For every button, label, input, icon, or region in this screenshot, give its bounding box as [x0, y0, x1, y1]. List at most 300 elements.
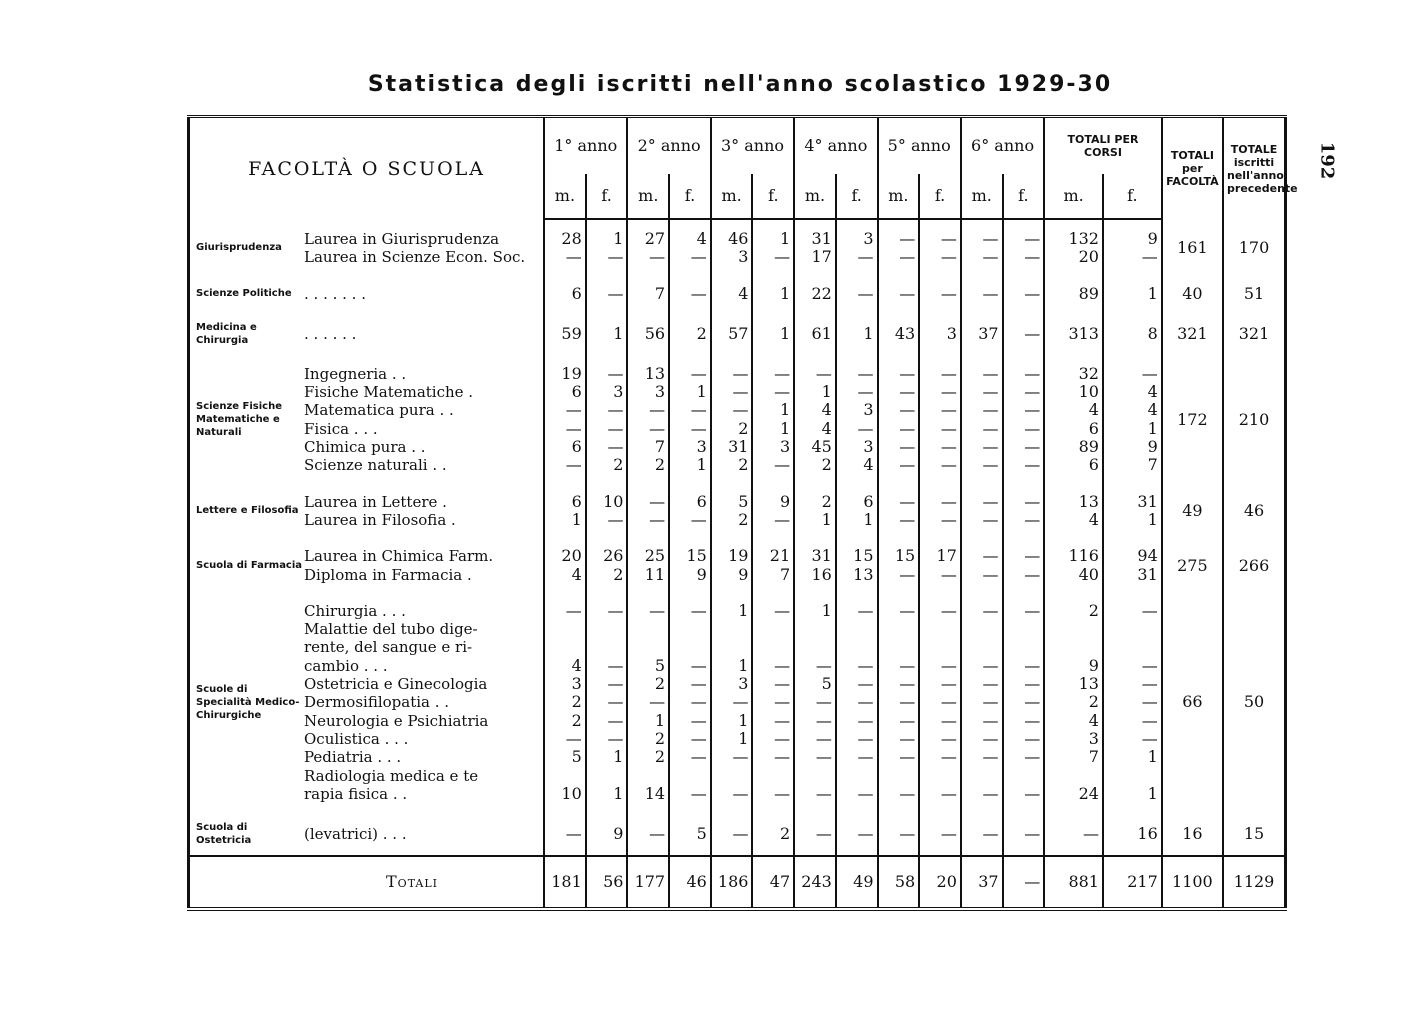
previous-year-total: 210: [1223, 355, 1285, 483]
value: —: [982, 491, 999, 511]
value: —: [565, 600, 582, 620]
value: —: [774, 728, 791, 748]
value: —: [857, 728, 874, 748]
value-cell: [1103, 592, 1162, 811]
value: —: [774, 382, 791, 402]
value-cell: [1003, 355, 1045, 483]
value: —: [940, 783, 957, 803]
value: —: [607, 674, 624, 694]
value: —: [649, 692, 666, 712]
value-cell: [961, 219, 1003, 275]
faculty-label-cell: [189, 592, 545, 811]
previous-year-total: 46: [1223, 483, 1285, 538]
value: [882, 767, 916, 785]
course-label: Neurologia e Psichiatria: [304, 711, 489, 730]
value: 46: [728, 229, 749, 248]
value: 1: [863, 323, 874, 343]
value-cell: [669, 275, 711, 311]
faculty-label-cell: [189, 355, 545, 483]
value: —: [815, 692, 832, 712]
value-cell: [586, 483, 628, 538]
value: 1: [654, 710, 666, 730]
value: 5: [571, 747, 582, 767]
value: [548, 620, 582, 638]
value: —: [899, 564, 916, 584]
faculty-label-cell: [189, 811, 545, 856]
value: 7: [1147, 455, 1158, 475]
value: —: [690, 674, 707, 694]
value: —: [1024, 823, 1041, 843]
value: —: [690, 600, 707, 620]
total-value: 58: [878, 856, 920, 909]
value-cell: [794, 811, 836, 856]
value: —: [1024, 546, 1041, 566]
value: 1: [1147, 418, 1158, 438]
table-body: [189, 219, 1286, 909]
value-cell: [961, 275, 1003, 311]
value-cell: [836, 311, 878, 355]
value: [756, 620, 790, 638]
totals-label-cell: [189, 856, 545, 909]
value-cell: [1044, 537, 1103, 592]
page-title: Statistica degli iscritti nell'anno scolastico 1929-30: [367, 72, 1113, 97]
total-value: 217: [1103, 856, 1162, 909]
value-cell: [627, 537, 669, 592]
previous-year-total: 50: [1223, 592, 1285, 811]
value: —: [565, 418, 582, 438]
value: 17: [811, 247, 832, 267]
value: 3: [1088, 728, 1099, 748]
faculty-label-cell: [189, 537, 545, 592]
value: —: [1024, 229, 1041, 248]
value: 1: [779, 418, 791, 438]
value: [715, 620, 749, 638]
value: —: [607, 418, 624, 438]
value: 21: [769, 546, 791, 566]
value: 3: [696, 437, 707, 457]
value-cell: [1003, 483, 1045, 538]
gender-header-m: m.: [878, 174, 920, 219]
value: [756, 767, 790, 785]
total-value: 177: [627, 856, 669, 909]
value: 1: [571, 509, 582, 529]
value-cell: [1044, 483, 1103, 538]
value: 1: [738, 728, 749, 748]
course-label: Ostetricia e Ginecologia: [304, 675, 488, 694]
value: —: [690, 710, 707, 730]
value: —: [1024, 323, 1041, 343]
value: —: [815, 783, 832, 803]
value: —: [815, 655, 832, 675]
value: —: [565, 823, 582, 843]
value: —: [940, 655, 957, 675]
value-cell: [711, 219, 753, 275]
value: —: [1024, 491, 1041, 511]
value: 1: [1147, 783, 1158, 803]
value-cell: [919, 355, 961, 483]
value: —: [690, 692, 707, 712]
faculty-group-row: [189, 219, 1286, 275]
value-cell: [711, 811, 753, 856]
value: —: [982, 382, 999, 402]
value: 4: [1088, 400, 1099, 420]
value: —: [690, 747, 707, 767]
value: 2: [1088, 692, 1099, 712]
value: [1107, 620, 1158, 638]
value-cell: [1003, 592, 1045, 811]
course-label: Malattie del tubo dige-: [304, 620, 478, 639]
value: 3: [863, 229, 874, 248]
value-cell: [711, 483, 753, 538]
value: —: [982, 783, 999, 803]
value: 9: [1147, 437, 1158, 457]
value: —: [940, 437, 957, 457]
value: —: [690, 247, 707, 267]
value: [631, 620, 665, 638]
faculty-label-cell: [189, 311, 545, 355]
value: —: [690, 728, 707, 748]
faculty-total: 275: [1162, 537, 1223, 592]
value: —: [649, 509, 666, 529]
faculty-total: 66: [1162, 592, 1223, 811]
value: 10: [1078, 382, 1099, 402]
value: 1: [779, 323, 791, 343]
statistics-table-container: [187, 115, 1298, 911]
value: 2: [654, 674, 666, 694]
faculty-total: 40: [1162, 275, 1223, 311]
value-cell: [586, 219, 628, 275]
value: 7: [1088, 747, 1099, 767]
total-value: 20: [919, 856, 961, 909]
value: —: [774, 247, 791, 267]
value-cell: [794, 311, 836, 355]
value: —: [857, 418, 874, 438]
value-cell: [544, 355, 586, 483]
value: 3: [738, 247, 749, 267]
value-cell: [711, 275, 753, 311]
value: —: [982, 363, 999, 383]
value: 27: [644, 229, 666, 248]
value-cell: [1044, 592, 1103, 811]
faculty-label-cell: [189, 483, 545, 538]
value: 2: [1088, 600, 1099, 620]
value: —: [1024, 283, 1041, 303]
value-cell: [752, 311, 794, 355]
value: —: [857, 600, 874, 620]
value: 7: [654, 437, 666, 457]
value-cell: [919, 311, 961, 355]
value: —: [774, 600, 791, 620]
value: —: [982, 229, 999, 248]
value: 17: [936, 546, 957, 566]
value: 2: [821, 455, 832, 475]
total-value: —: [1003, 856, 1045, 909]
value: —: [732, 783, 749, 803]
course-label: Matematica pura . .: [304, 401, 454, 420]
faculty-group-row: [189, 275, 1286, 311]
value: —: [607, 728, 624, 748]
value-cell: [669, 483, 711, 538]
value: —: [899, 418, 916, 438]
value: 3: [863, 400, 874, 420]
value: —: [1141, 247, 1158, 267]
value: 3: [571, 674, 582, 694]
value: —: [899, 283, 916, 303]
value: —: [732, 400, 749, 420]
value: —: [940, 747, 957, 767]
value: —: [940, 509, 957, 529]
value: 16: [1137, 823, 1158, 843]
gender-header-f: f.: [1103, 174, 1162, 219]
value: 132: [1068, 229, 1099, 248]
value: —: [1141, 655, 1158, 675]
value: 2: [654, 747, 666, 767]
value-cell: [752, 355, 794, 483]
value: —: [690, 509, 707, 529]
value: —: [982, 728, 999, 748]
value-cell: [878, 311, 920, 355]
value: —: [774, 783, 791, 803]
value: —: [857, 247, 874, 267]
value: 1: [738, 655, 749, 675]
value: —: [690, 363, 707, 383]
value-cell: [1003, 219, 1045, 275]
value: —: [982, 600, 999, 620]
course-label: Fisiche Matematiche .: [304, 383, 474, 402]
value: —: [857, 363, 874, 383]
value: —: [732, 363, 749, 383]
value: [631, 767, 665, 785]
value: —: [774, 747, 791, 767]
value-cell: [1103, 311, 1162, 355]
value: 6: [863, 491, 874, 511]
value: 9: [738, 564, 749, 584]
value-cell: [794, 592, 836, 811]
faculty-label-cell: [189, 219, 545, 275]
value: —: [815, 710, 832, 730]
value: —: [607, 283, 624, 303]
value-cell: [752, 537, 794, 592]
value: —: [774, 674, 791, 694]
faculty-total: 161: [1162, 219, 1223, 275]
value: 6: [1088, 455, 1099, 475]
course-label: Laurea in Chimica Farm.: [304, 547, 494, 566]
value: —: [940, 363, 957, 383]
value: 57: [728, 323, 749, 343]
value-cell: [586, 311, 628, 355]
value: 37: [978, 323, 999, 343]
value: —: [1024, 710, 1041, 730]
value-cell: [919, 811, 961, 856]
value: 11: [644, 564, 666, 584]
value: —: [940, 382, 957, 402]
value: —: [1024, 247, 1041, 267]
facolta-header: FACOLTÀ O SCUOLA: [189, 117, 545, 220]
total-value: 243: [794, 856, 836, 909]
value: 4: [571, 655, 582, 675]
value: 4: [1088, 509, 1099, 529]
value: [756, 638, 790, 656]
value-cell: [711, 592, 753, 811]
value-cell: [961, 811, 1003, 856]
year-1-header: 1° anno: [544, 117, 627, 175]
value: —: [899, 728, 916, 748]
value: —: [649, 247, 666, 267]
faculty-total: 321: [1162, 311, 1223, 355]
value: 4: [738, 283, 749, 303]
value: —: [982, 823, 999, 843]
value: 31: [811, 229, 832, 248]
faculty-name: Medicina e Chirurgia: [196, 321, 257, 346]
value: 3: [946, 323, 957, 343]
statistics-table: [187, 115, 1298, 911]
value: —: [1024, 363, 1041, 383]
course-label: Scienze naturali . .: [304, 456, 447, 475]
value: —: [982, 418, 999, 438]
value: —: [982, 455, 999, 475]
value: 9: [1088, 655, 1099, 675]
value: —: [899, 229, 916, 248]
course-label: Radiologia medica e te: [304, 766, 479, 785]
value: 25: [644, 546, 666, 566]
value: —: [899, 783, 916, 803]
value: —: [1141, 728, 1158, 748]
value: —: [774, 509, 791, 529]
value: 6: [571, 491, 582, 511]
total-value: 181: [544, 856, 586, 909]
value-cell: [586, 275, 628, 311]
previous-year-total: 51: [1223, 275, 1285, 311]
gender-header-m: m.: [544, 174, 586, 219]
value-cell: [919, 275, 961, 311]
value: —: [815, 823, 832, 843]
value: 4: [821, 400, 832, 420]
value: —: [940, 728, 957, 748]
value: —: [940, 823, 957, 843]
value: 20: [561, 546, 582, 566]
value-cell: [627, 592, 669, 811]
totali-corsi-header: TOTALI PER CORSI: [1044, 117, 1162, 175]
value: 1: [696, 455, 707, 475]
value-cell: [1044, 311, 1103, 355]
value: —: [815, 363, 832, 383]
value-cell: [1044, 219, 1103, 275]
value: 1: [613, 229, 624, 248]
value: —: [940, 418, 957, 438]
value: [923, 620, 957, 638]
value-cell: [627, 311, 669, 355]
value: [1007, 620, 1041, 638]
value: 28: [561, 229, 582, 248]
value: [673, 620, 707, 638]
value: 3: [654, 382, 666, 402]
value-cell: [836, 592, 878, 811]
value: —: [607, 692, 624, 712]
totals-row: [189, 856, 1286, 909]
value: —: [940, 247, 957, 267]
value: 1: [779, 400, 791, 420]
faculty-total: 16: [1162, 811, 1223, 856]
value-cell: [794, 483, 836, 538]
value: —: [815, 747, 832, 767]
value-cell: [669, 355, 711, 483]
value: 56: [644, 323, 666, 343]
value: 4: [821, 418, 832, 438]
value-cell: [586, 355, 628, 483]
value-cell: [669, 537, 711, 592]
value: —: [857, 283, 874, 303]
value: —: [899, 437, 916, 457]
value-cell: [1003, 275, 1045, 311]
value: 1: [821, 509, 832, 529]
value-cell: [961, 355, 1003, 483]
value: 116: [1068, 546, 1099, 566]
value-cell: [1003, 811, 1045, 856]
value: 6: [1088, 418, 1099, 438]
value: 1: [738, 710, 749, 730]
value-cell: [711, 355, 753, 483]
faculty-group-row: [189, 537, 1286, 592]
value-cell: [1103, 811, 1162, 856]
course-label: Oculistica . . .: [304, 729, 409, 748]
value: —: [649, 600, 666, 620]
value: —: [607, 509, 624, 529]
value: —: [774, 710, 791, 730]
value: 10: [603, 491, 624, 511]
totali-facolta-header: TOTALI per FACOLTÀ: [1162, 117, 1223, 220]
course-label: Pediatria . . .: [304, 748, 402, 767]
value: —: [982, 509, 999, 529]
value: —: [1024, 783, 1041, 803]
gender-header-m: m.: [1044, 174, 1103, 219]
year-2-header: 2° anno: [627, 117, 710, 175]
value-cell: [627, 483, 669, 538]
value: —: [607, 655, 624, 675]
value: 19: [728, 546, 749, 566]
value: 4: [863, 455, 874, 475]
value-cell: [1003, 311, 1045, 355]
value: 3: [613, 382, 624, 402]
value: 1: [779, 283, 791, 303]
value: —: [940, 692, 957, 712]
value: —: [899, 491, 916, 511]
value: 4: [571, 564, 582, 584]
value-cell: [669, 311, 711, 355]
course-label: rente, del sangue e ri-: [304, 638, 473, 657]
value: 15: [686, 546, 707, 566]
value: 89: [1078, 437, 1099, 457]
value: —: [1024, 400, 1041, 420]
value: —: [899, 363, 916, 383]
value: 5: [738, 491, 749, 511]
value: —: [565, 728, 582, 748]
value: 94: [1137, 546, 1158, 566]
value-cell: [752, 483, 794, 538]
faculty-group-row: [189, 811, 1286, 856]
value-cell: [752, 275, 794, 311]
value: —: [982, 655, 999, 675]
value: [882, 620, 916, 638]
value: 20: [1078, 247, 1099, 267]
year-6-header: 6° anno: [961, 117, 1044, 175]
value: —: [982, 400, 999, 420]
total-value: 49: [836, 856, 878, 909]
value: 59: [561, 323, 582, 343]
value: 9: [1147, 229, 1158, 248]
value: —: [1024, 437, 1041, 457]
value: —: [899, 655, 916, 675]
value: —: [982, 674, 999, 694]
